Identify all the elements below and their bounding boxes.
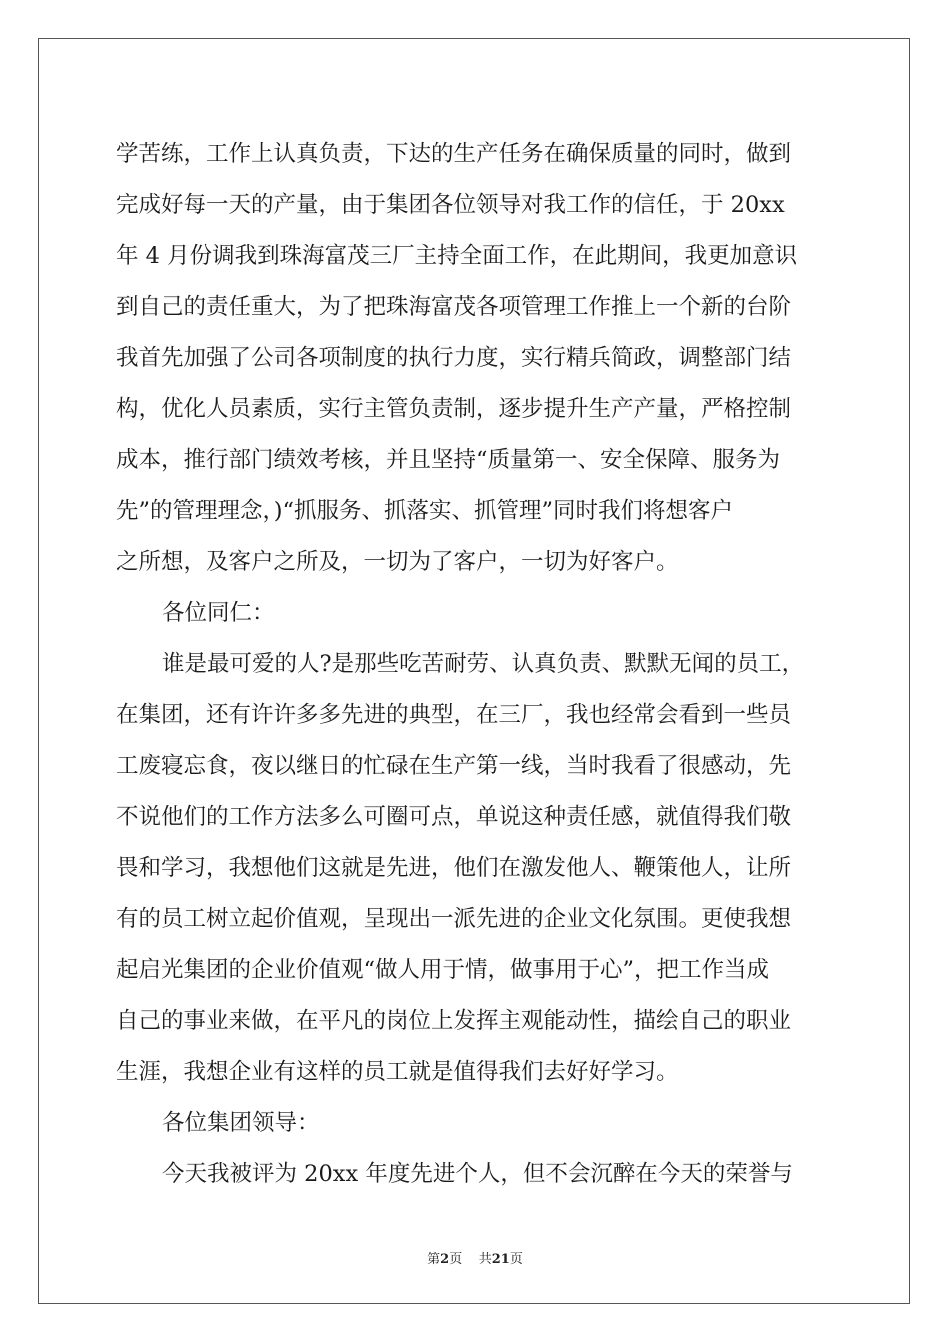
text-line-21: 今天我被评为 20xx 年度先进个人，但不会沉醉在今天的荣誉与 [162, 1161, 793, 1187]
text-line-4: 到自己的责任重大，为了把珠海富茂各项管理工作推上一个新的台阶 [116, 294, 792, 320]
text-line-14: 不说他们的工作方法多么可圈可点，单说这种责任感，就值得我们敬 [116, 804, 792, 830]
text-line-6: 构，优化人员素质，实行主管负责制，逐步提升生产产量，严格控制 [116, 396, 792, 422]
total-prefix: 共 [478, 1252, 492, 1267]
text-line-7: 成本，推行部门绩效考核，并且坚持“质量第一、安全保障、服务为 [116, 447, 781, 473]
text-line-13: 工废寝忘食，夜以继日的忙碌在生产第一线，当时我看了很感动，先 [116, 753, 792, 779]
text-line-15: 畏和学习，我想他们这就是先进，他们在激发他人、鞭策他人，让所 [116, 855, 792, 881]
page-label-prefix: 第 [427, 1252, 441, 1267]
page-footer [0, 1248, 950, 1267]
text-line-5: 我首先加强了公司各项制度的执行力度，实行精兵简政，调整部门结 [116, 345, 792, 371]
salutation-colleagues: 各位同仁： [162, 600, 275, 626]
salutation-leaders: 各位集团领导： [162, 1110, 320, 1136]
text-line-1: 学苦练，工作上认真负责，下达的生产任务在确保质量的同时，做到 [116, 141, 792, 167]
text-line-17: 起启光集团的企业价值观“做人用于情，做事用于心”，把工作当成 [116, 957, 770, 983]
page-label-suffix: 页 [449, 1252, 463, 1267]
page-number: 2 [440, 1252, 450, 1267]
text-line-16: 有的员工树立起价值观，呈现出一派先进的企业文化氛围。更使我想 [116, 906, 792, 932]
text-line-11: 谁是最可爱的人?是那些吃苦耐劳、认真负责、默默无闻的员工， [162, 651, 805, 677]
text-line-3: 年 4 月份调我到珠海富茂三厂主持全面工作，在此期间，我更加意识 [116, 243, 798, 269]
total-pages: 21 [491, 1252, 510, 1267]
text-line-18: 自己的事业来做，在平凡的岗位上发挥主观能动性，描绘自己的职业 [116, 1008, 792, 1034]
total-suffix: 页 [509, 1252, 523, 1267]
text-line-9: 之所想，及客户之所及，一切为了客户，一切为好客户。 [116, 549, 679, 575]
text-line-8: 先”的管理理念，)“抓服务、抓落实、抓管理”同时我们将想客户 [116, 498, 734, 524]
text-line-12: 在集团，还有许许多多先进的典型，在三厂，我也经常会看到一些员 [116, 702, 792, 728]
text-line-19: 生涯，我想企业有这样的员工就是值得我们去好好学习。 [116, 1059, 679, 1085]
text-line-2: 完成好每一天的产量，由于集团各位领导对我工作的信任，于 20xx [116, 192, 785, 218]
